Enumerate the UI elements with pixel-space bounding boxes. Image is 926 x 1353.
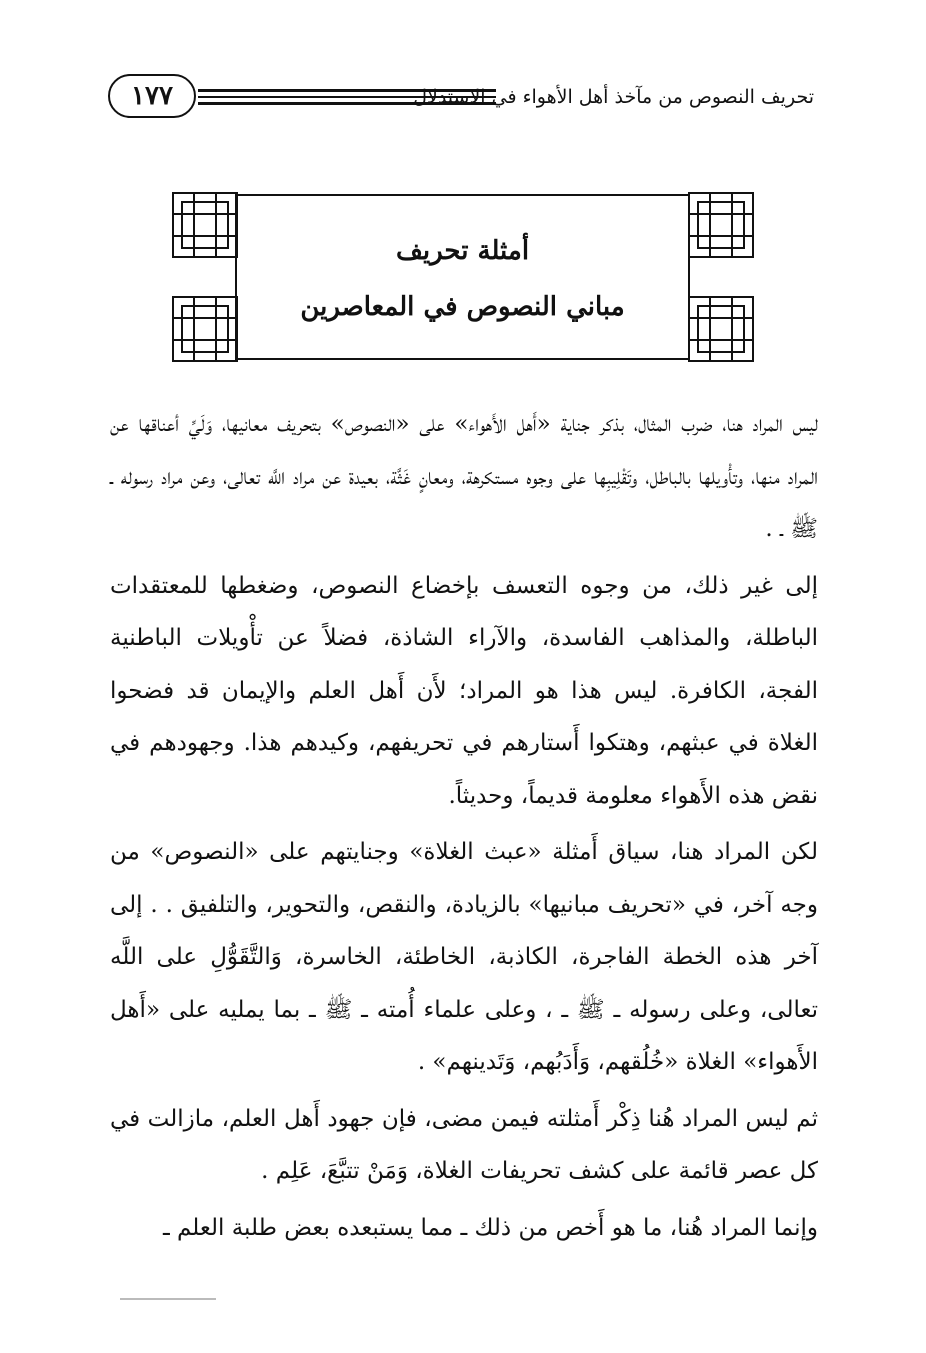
paragraph: وإنما المراد هُنا، ما هو أَخص من ذلك ـ مما يستبعده بعض طلبة العلم ـ <box>162 1214 818 1241</box>
ornament-corner-top-right-icon <box>688 192 754 258</box>
paragraph: ليس المراد هنا، ضرب المثال، بذكر جناية «أَهل الأَهواء» على «النصوص» بتحريف معانيها، وَلَيِّ أعناقها عن المراد منها، وتأْويلها بالباطل، وتَقْلِيبِها على وجوه مستكرهة، ومعانٍ غَثَّة، بعيدة عن مراد اللَّه تعالى، وعن مراد رسوله ـ ﷺ ـ . <box>110 411 818 542</box>
ornament-corner-bottom-right-icon <box>688 296 754 362</box>
paragraph: إلى غير ذلك، من وجوه التعسف بإخضاع النصوص، وضغطها للمعتقدات الباطلة، والمذاهب الفاسدة، والآراء الشاذة، فضلاً عن تأْويلات الباطنية الفجة، الكافرة. ليس هذا هو المراد؛ لأَن أَهل العلم والإيمان قد فضحوا الغلاة في عبثهم، وهتكوا أَستارهم في تحريفهم، وكيدهم هذا. وجهودهم في نقض هذه الأَهواء معلومة قديماً، وحديثاً. <box>110 572 818 809</box>
section-title-line-1: أمثلة تحريف <box>395 236 530 266</box>
ornament-corner-top-left-icon <box>172 192 238 258</box>
body-text <box>110 398 818 1254</box>
title-frame-border <box>235 194 690 360</box>
section-title-line-2: مباني النصوص في المعاصرين <box>300 292 625 322</box>
ornament-corner-bottom-left-icon <box>172 296 238 362</box>
scan-mark <box>120 1298 216 1300</box>
page-number: ١٧٧ <box>108 74 196 118</box>
paragraph: ثم ليس المراد هُنا ذِكْر أَمثلته فيمن مضى، فإن جهود أَهل العلم، مازالت في كل عصر قائمة على كشف تحريفات الغلاة، وَمَنْ تتبَّعَ، عَلِم . <box>110 1105 818 1184</box>
page-header <box>0 62 926 134</box>
paragraph: لكن المراد هنا، سياق أَمثلة «عبث الغلاة» وجنايتهم على «النصوص» من وجه آخر، في «تحريف مبانيها» بالزيادة، والنقص، والتحوير، والتلفيق . . إلى آخر هذه الخطة الفاجرة، الكاذبة، الخاطئة، الخاسرة، وَالتَّقَوُّلِ على اللَّه تعالى، وعلى رسوله ـ ﷺ ـ ، وعلى علماء أُمته ـ ﷺ ـ بما يمليه على «أَهل الأَهواء» الغلاة «خُلُقهم، وَأَدَبُهم، وَتَدينهم» . <box>110 839 818 1075</box>
running-title: تحريف النصوص من مآخذ أهل الأهواء في الاستدلال <box>413 86 814 108</box>
